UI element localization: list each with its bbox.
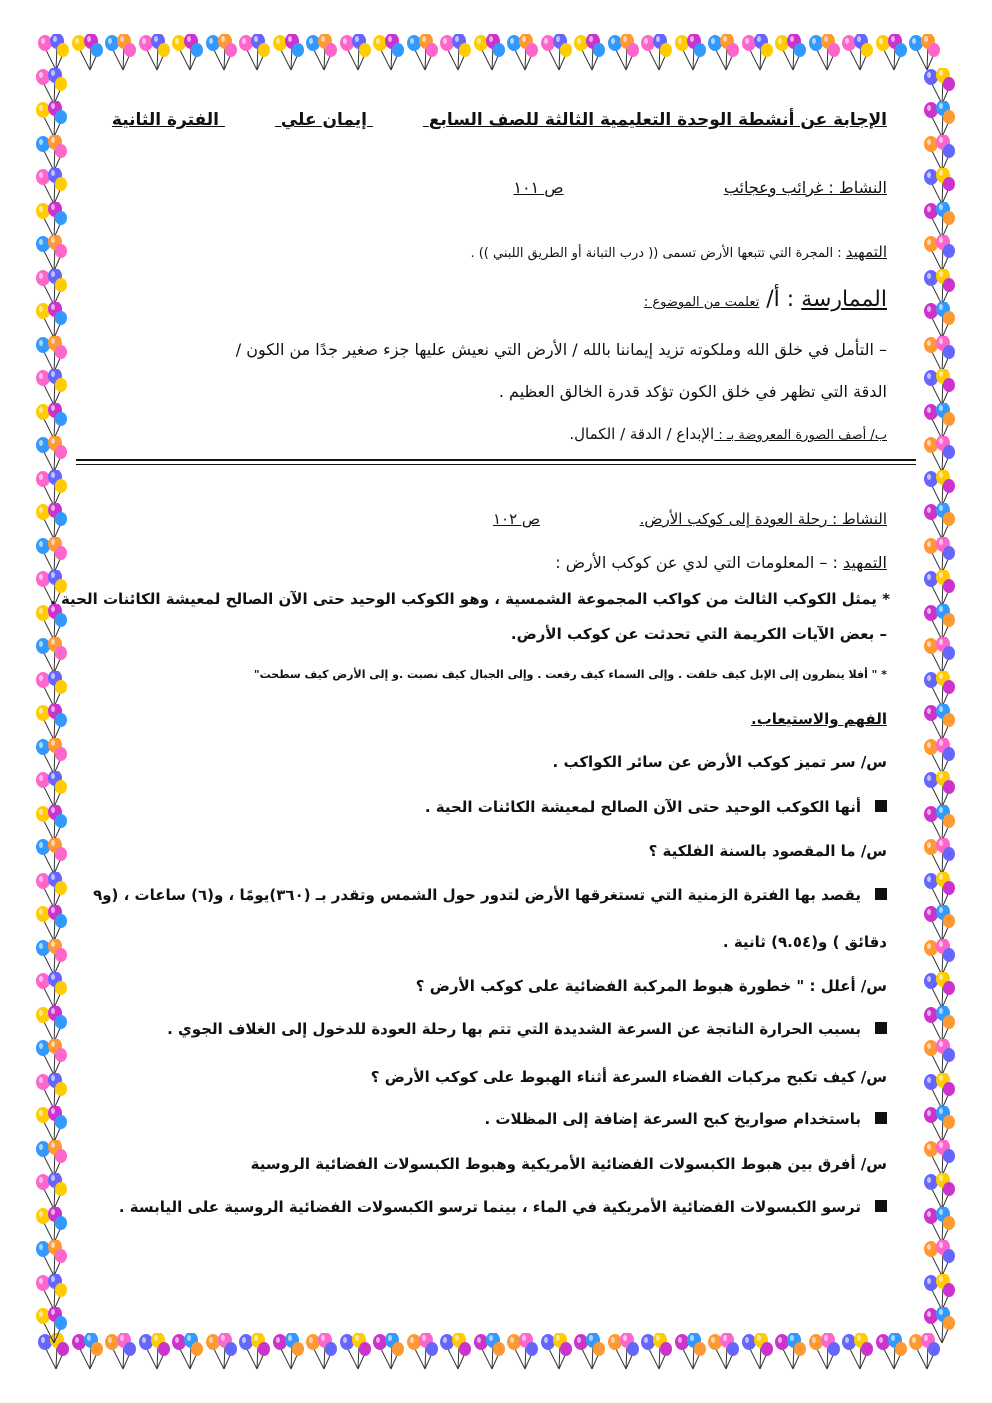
bullet-square-icon: [875, 1022, 887, 1034]
activity1-title: [513, 178, 887, 197]
intro-text: : المجرة التي تتبعها الأرض تسمى (( درب التبانة أو الطريق اللبني )) .: [470, 246, 846, 261]
activity2-intro: [555, 553, 887, 572]
practice-heading: [644, 287, 887, 312]
fact-2: – بعض الآيات الكريمة التي تحدثت عن كوكب الأرض.: [510, 625, 887, 643]
answer-2-line-1: [93, 886, 887, 904]
point-line-2: الدقة التي تظهر في خلق الكون تؤكد قدرة الخالق العظيم .: [498, 382, 887, 401]
question-1: س/ سر تميز كوكب الأرض عن سائر الكواكب .: [552, 753, 887, 771]
answer-5-text: ترسو الكبسولات الفضائية الأمريكية في الماء ، بينما ترسو الكبسولات الفضائية الروسية على اليابسة .: [118, 1198, 861, 1216]
practice-sub: تعلمت من الموضوع :: [643, 295, 760, 310]
activity1-page: ص ١٠١: [513, 178, 564, 197]
activity2-title: [493, 510, 887, 528]
bullet-square-icon: [875, 1200, 887, 1212]
header-term: الفترة الثانية: [111, 110, 219, 130]
intro2-label: التمهيد: [843, 553, 887, 572]
point-line-1: – التأمل في خلق الله وملكوته تزيد إيماننا بالله / الأرض التي نعيش عليها جزء صغير جدًا من الكون /: [235, 340, 887, 359]
question-3: س/ أعلل : " خطورة هبوط المركبة الفضائية على كوكب الأرض ؟: [415, 977, 887, 995]
verse: * " أفلا ينظرون إلى الإبل كيف خلقت . وإلى السماء كيف رفعت . وإلى الجبال كيف نصبت .و إلى الأرض كيف سطحت": [253, 668, 887, 681]
bullet-square-icon: [875, 888, 887, 900]
activity1-intro: [470, 243, 887, 261]
answer-1: [425, 798, 887, 816]
activity2-label: النشاط : رحلة العودة إلى كوكب الأرض.: [639, 510, 887, 528]
b-answer: الإبداع / الدقة / الكمال.: [569, 425, 715, 443]
answer-1-text: أنها الكوكب الوحيد حتى الآن الصالح لمعيشة الكائنات الحية .: [424, 798, 861, 816]
fact-1: * يمثل الكوكب الثالث من كواكب المجموعة الشمسية ، وهو الكوكب الوحيد حتى الآن الصالح لمعيشة الكائنات الحية .: [50, 590, 890, 608]
practice-label: الممارسة: [801, 287, 887, 312]
bullet-square-icon: [875, 1112, 887, 1124]
header-title: الإجابة عن أنشطة الوحدة التعليمية الثالثة للصف السابع: [428, 110, 887, 130]
section-title: الفهم والاستيعاب.: [751, 710, 887, 728]
question-4: س/ كيف تكبح مركبات الفضاء السرعة أثناء الهبوط على كوكب الأرض ؟: [370, 1068, 887, 1086]
answer-2-line-2: دقائق ) و(٩.٥٤) ثانية .: [722, 933, 887, 951]
answer-3: [167, 1020, 887, 1038]
answer-4: [484, 1110, 887, 1128]
answer-5: [119, 1198, 887, 1216]
divider-top: [76, 459, 916, 461]
question-5: س/ أفرق بين هبوط الكبسولات الفضائية الأمريكية وهبوط الكبسولات الفضائية الروسية: [250, 1155, 887, 1173]
bullet-square-icon: [875, 800, 887, 812]
activity1-label: النشاط : غرائب وعجائب: [723, 178, 887, 197]
activity2-page: ص ١٠٢: [492, 510, 541, 528]
intro2-text: : – المعلومات التي لدي عن كوكب الأرض :: [555, 553, 843, 572]
practice-mid: : أ/: [759, 287, 802, 312]
header-author: إيمان علي: [280, 110, 367, 130]
question-2: س/ ما المقصود بالسنة الفلكية ؟: [648, 842, 887, 860]
header-line: [112, 110, 887, 130]
answer-4-text: باستخدام صواريخ كبح السرعة إضافة إلى المظلات .: [484, 1110, 861, 1128]
b-line: [569, 425, 887, 443]
intro-label: التمهيد: [845, 243, 887, 261]
answer-2-text: يقصد بها الفترة الزمنية التي تستغرقها الأرض لتدور حول الشمس وتقدر بـ (٣٦٠)يومًا ، و(٦) ساعات ، (و٩: [93, 886, 861, 904]
b-label: ب/ أصف الصورة المعروضة بـ :: [714, 428, 887, 443]
divider-bottom: [76, 464, 916, 465]
answer-3-text: بسبب الحرارة الناتجة عن السرعة الشديدة التي تتم بها رحلة العودة للدخول إلى الغلاف الجوي .: [167, 1020, 861, 1038]
